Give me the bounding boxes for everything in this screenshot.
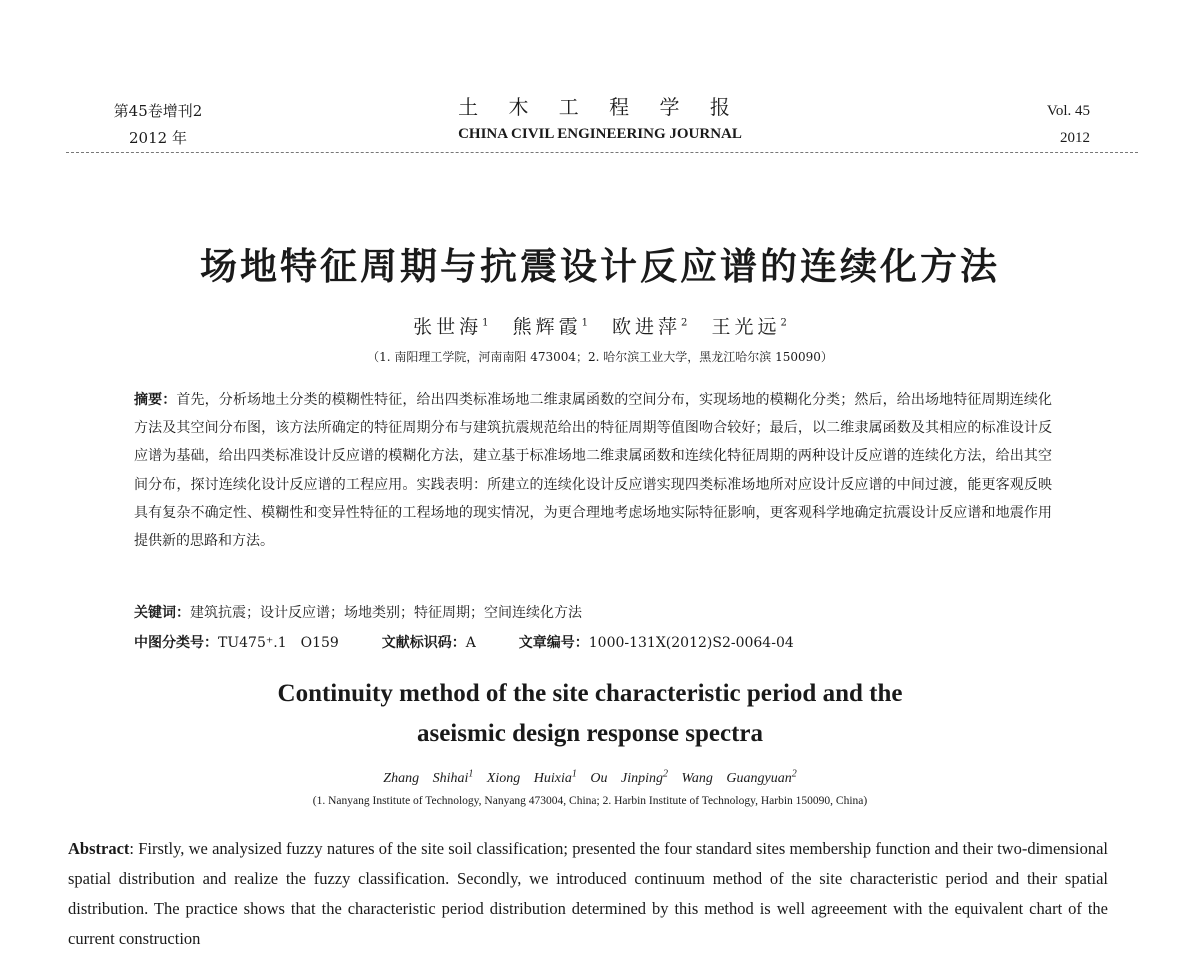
- title-en-line1: Continuity method of the site characteristic period and the: [277, 680, 903, 707]
- header-right: [1000, 98, 1090, 152]
- year-en: 2012: [1060, 130, 1090, 146]
- abstract-label-en: Abstract: [68, 839, 130, 858]
- abstract-cn: [134, 386, 1052, 555]
- author-cn: 欧进萍$^2$: [612, 316, 688, 338]
- author-cn: 熊辉霞$^1$: [512, 316, 588, 338]
- author-en: Ou Jinping$^2$: [590, 768, 669, 786]
- volume-cn: 第45卷增刊2: [113, 102, 203, 120]
- affiliation-en: (1. Nanyang Institute of Technology, Nanyang 473004, China; 2. Harbin Institute of Technology, Harbin 150090, China): [312, 795, 868, 807]
- author-en: Xiong Huixia$^1$: [486, 768, 577, 786]
- author-cn: 王光远$^2$: [711, 316, 787, 338]
- abstract-text-en: : Firstly, we analysized fuzzy natures of the site soil classification; presented the four standard sites membership function and their two-dimensional spatial distribution and realize the fuzzy classification. Secondly, we introduced continuum method of the site characteristic period and their spatial distribution. The practice shows that the characteristic period distribution determined by this method is well agreeement with the equivalent chart of the current construction: [68, 839, 1108, 948]
- journal-name-en: CHINA CIVIL ENGINEERING JOURNAL: [458, 126, 742, 142]
- abstract-label-cn: 摘要：: [134, 392, 177, 408]
- classification-line: [134, 630, 1052, 656]
- author-cn: 张世海$^1$: [413, 316, 489, 338]
- doc-code-label: 文献标识码：: [381, 635, 466, 651]
- keywords-text-cn: 建筑抗震；设计反应谱；场地类别；特征周期；空间连续化方法: [190, 605, 582, 621]
- affiliation-cn: （1. 南阳理工学院，河南南阳 473004；2. 哈尔滨工业大学，黑龙江哈尔滨 150090）: [367, 350, 833, 364]
- article-no-label: 文章编号：: [518, 635, 589, 651]
- keywords-cn: [134, 600, 1052, 626]
- clc-label: 中图分类号：: [134, 635, 218, 651]
- author-en: Zhang Shihai$^1$: [383, 768, 474, 786]
- abstract-text-cn: 首先，分析场地土分类的模糊性特征，给出四类标准场地二维隶属函数的空间分布，实现场地的模糊化分类；然后，给出场地特征周期连续化方法及其空间分布图，该方法所确定的特征周期分布与建筑抗震规范给出的特征周期等值图吻合较好；最后，以二维隶属函数及其相应的标准设计反应谱为基础，给出四类标准设计反应谱的模糊化方法，建立基于标准场地二维隶属函数和连续化特征周期的两种设计反应谱的连续化方法，给出其空间分布，探讨连续化设计反应谱的工程应用。实践表明：所建立的连续化设计反应谱实现四类标准场地所对应设计反应谱的中间过渡，能更客观反映具有复杂不确定性、模糊性和变异性特征的工程场地的现实情况，为更合理地考虑场地实际特征影响，更客观科学地确定抗震设计反应谱和地震作用提供新的思路和方法。: [134, 392, 1052, 550]
- title-cn: 场地特征周期与抗震设计反应谱的连续化方法: [200, 245, 1000, 288]
- title-en: [0, 674, 1180, 754]
- abstract-en: [68, 834, 1108, 954]
- article-no-value: 1000-131X(2012)S2-0064-04: [588, 635, 794, 651]
- title-en-line2: aseismic design response spectra: [416, 720, 764, 747]
- keywords-label-cn: 关键词：: [134, 605, 190, 621]
- header-left: [88, 98, 228, 152]
- year-cn: 2012 年: [129, 129, 187, 147]
- header-divider: [66, 152, 1138, 153]
- volume-en: Vol. 45: [1046, 103, 1090, 119]
- clc-value: TU475⁺.1 O159: [218, 635, 339, 651]
- authors-en: [0, 768, 1180, 787]
- journal-name-cn: 土 木 工 程 学 报: [458, 95, 742, 119]
- author-en: Wang Guangyuan$^2$: [681, 768, 797, 786]
- header-center: [300, 94, 900, 148]
- authors-cn: [0, 312, 1200, 339]
- doc-code-value: A: [465, 635, 476, 651]
